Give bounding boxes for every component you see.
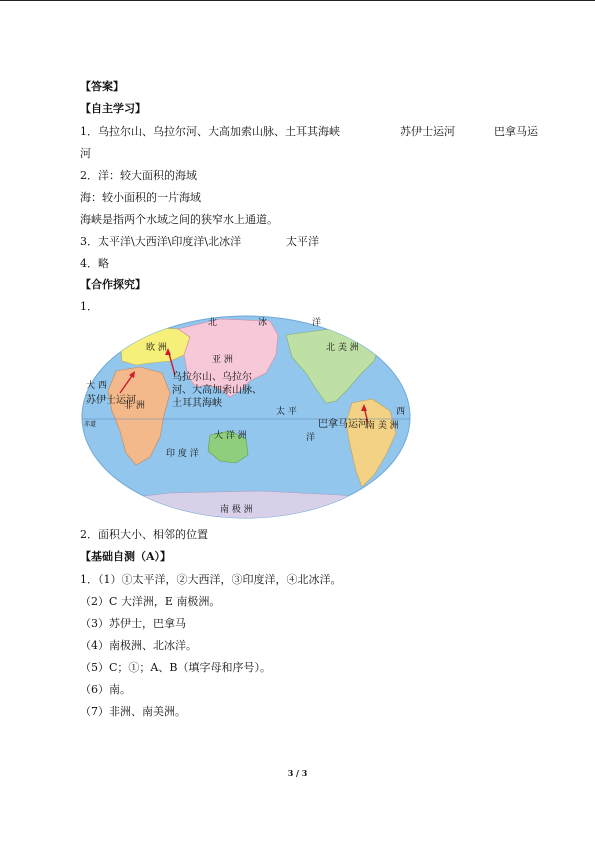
self-study-item-2: 2．洋：较大面积的海域 [80, 169, 197, 182]
callout-ural-line-3: 土耳其海峡 [172, 398, 222, 409]
map-label-equator: 赤道 [84, 421, 97, 428]
map-label-antarctica: 南 极 洲 [220, 505, 253, 515]
self-study-item-3: 3．太平洋\大西洋\印度洋\北冰洋 [80, 235, 242, 248]
callout-panama: 巴拿马运河 [318, 419, 368, 430]
map-label-pacific-2: 洋 [306, 433, 316, 443]
callout-ural-line-2: 河、大高加索山脉、 [172, 385, 262, 396]
answer-heading: 【答案】 [80, 80, 124, 93]
basic-test-item-5: （5）C；①；A、B（填字母和序号）。 [80, 661, 271, 674]
map-label-oceania: 大 洋 洲 [214, 431, 247, 441]
self-study-item-2-sea: 海：较小面积的一片海域 [80, 191, 201, 204]
map-label-africa: 非 洲 [124, 401, 145, 411]
self-study-item-2-strait: 海峡是指两个水域之间的狭窄水上通道。 [80, 213, 278, 226]
callout-ural [172, 371, 262, 410]
self-study-item-1-panama: 巴拿马运 [494, 125, 538, 138]
basic-test-item-3: （3）苏伊士，巴拿马 [80, 617, 186, 630]
callout-suez: 苏伊士运河 [86, 395, 136, 406]
top-rule [0, 0, 595, 1]
basic-test-heading: 【基础自测（A）】 [80, 550, 172, 563]
world-map-graphic [80, 315, 413, 520]
map-label-north: 北 [208, 318, 218, 328]
cooperative-item-1: 1． [80, 300, 98, 313]
map-label-asia: 亚 洲 [212, 355, 233, 365]
basic-test-item-7: （7）非洲、南美洲。 [80, 705, 186, 718]
map-label-atlantic-west: 大 西 [86, 381, 107, 391]
self-study-item-1-cont: 河 [80, 147, 91, 160]
map-label-atlantic-east: 西 [396, 407, 406, 417]
map-label-bing: 冰 [258, 318, 268, 328]
map-label-indian-ocean: 印 度 洋 [166, 449, 199, 459]
world-map [80, 315, 413, 520]
cooperative-item-2: 2．面积大小、相邻的位置 [80, 528, 208, 541]
basic-test-item-1: 1．（1）①太平洋，②大西洋，③印度洋，④北冰洋。 [80, 573, 342, 586]
map-label-yang-top: 洋 [312, 318, 322, 328]
callout-ural-line-1: 乌拉尔山、乌拉尔 [172, 372, 252, 383]
map-label-north-america: 北 美 洲 [326, 343, 359, 353]
self-study-item-3-answer: 太平洋 [286, 235, 319, 248]
map-label-europe: 欧 洲 [146, 343, 167, 353]
map-label-south-america: 南 美 洲 [366, 421, 399, 431]
self-study-heading: 【自主学习】 [80, 102, 146, 115]
basic-test-item-2: （2）C 大洋洲，E 南极洲。 [80, 595, 221, 608]
self-study-item-1-suez: 苏伊士运河 [400, 125, 455, 138]
cooperative-heading: 【合作探究】 [80, 278, 146, 291]
page-number: 3 / 3 [287, 768, 308, 778]
self-study-item-4: 4．略 [80, 257, 109, 270]
self-study-item-1: 1．乌拉尔山、乌拉尔河、大高加索山脉、土耳其海峡 [80, 125, 340, 138]
basic-test-item-4: （4）南极洲、北冰洋。 [80, 639, 197, 652]
map-label-pacific: 太 平 [276, 407, 297, 417]
basic-test-item-6: （6）南。 [80, 683, 131, 696]
